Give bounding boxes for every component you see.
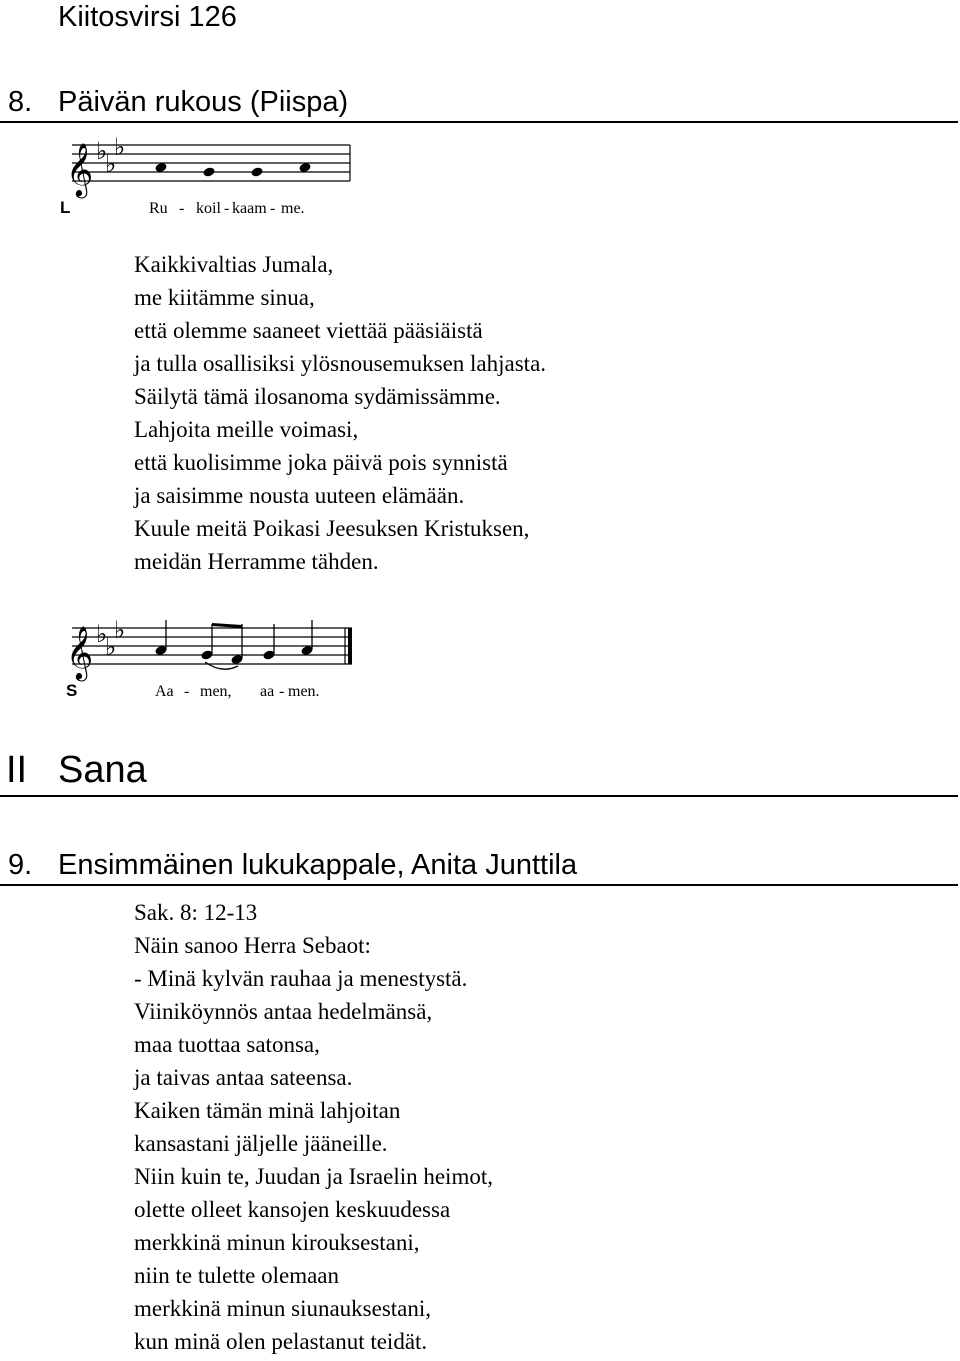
key-signature-flats-icon (96, 133, 125, 178)
document-title: Kiitosvirsi 126 (58, 1, 237, 33)
prayer-line: me kiitämme sinua, (134, 285, 315, 310)
reading-line: Näin sanoo Herra Sebaot: (134, 933, 371, 958)
lyric-syllable: Aa (155, 683, 174, 700)
lyric-syllable: kaam (232, 200, 267, 217)
prayer-line: ja tulla osallisiksi ylösnousemuksen lahjasta. (134, 351, 547, 376)
svg-text:♭: ♭ (114, 616, 126, 644)
lyric-syllable: me. (281, 200, 305, 217)
section-9-number: 9. (8, 849, 33, 881)
section-9-title: Ensimmäinen lukukappale, Anita Junttila (58, 849, 578, 881)
note-2 (202, 166, 215, 177)
lyric-hyphen: - (270, 200, 276, 217)
treble-clef-icon: 𝄞 (66, 625, 94, 679)
prayer-line: että kuolisimme joka päivä pois synnistä (134, 450, 508, 475)
intro-music-staff (60, 133, 360, 225)
lyric-syllable: men. (288, 683, 320, 700)
amen-role-label: S (66, 681, 78, 700)
amen-lyrics (155, 683, 320, 700)
part-2-number: II (6, 749, 28, 791)
treble-clef-icon: 𝄞 (66, 142, 94, 196)
reading-line: Viiniköynnös antaa hedelmänsä, (134, 999, 433, 1024)
prayer-line: Kuule meitä Poikasi Jeesuksen Kristuksen, (134, 516, 530, 541)
part-2-title: Sana (58, 749, 147, 791)
intro-lyrics (149, 200, 305, 217)
note-3 (250, 166, 263, 177)
part-2-heading (0, 746, 958, 794)
svg-text:♭: ♭ (114, 133, 126, 161)
svg-text:♭: ♭ (105, 633, 117, 661)
section-9-heading (0, 847, 958, 883)
reading-line: niin te tulette olemaan (134, 1263, 340, 1288)
svg-text:♭: ♭ (96, 137, 108, 165)
slur (205, 662, 238, 669)
amen-notes (154, 620, 313, 669)
prayer-line: että olemme saaneet viettää pääsiäistä (134, 318, 483, 343)
lyric-hyphen: - (184, 683, 190, 700)
note-5 (300, 620, 313, 656)
lyric-syllable: Ru (149, 200, 168, 217)
note-2 (200, 624, 213, 661)
reading-line: merkkinä minun siunauksestani, (134, 1296, 432, 1321)
prayer-line: meidän Herramme tähden. (134, 549, 379, 574)
intro-notes (154, 162, 311, 178)
amen-music-staff (60, 614, 370, 710)
note-4 (262, 624, 275, 661)
prayer-line: Säilytä tämä ilosanoma sydämissämme. (134, 384, 501, 409)
reading-line: Niin kuin te, Juudan ja Israelin heimot, (134, 1164, 493, 1189)
lyric-syllable: men, (200, 683, 232, 700)
section-8-rule (0, 121, 958, 123)
reading-line: kun minä olen pelastanut teidät. (134, 1329, 428, 1354)
prayer-line: Lahjoita meille voimasi, (134, 417, 359, 442)
key-signature-flats-icon (96, 616, 125, 661)
reading-line: olette olleet kansojen keskuudessa (134, 1197, 451, 1222)
reading-text (134, 896, 493, 1358)
reading-line: merkkinä minun kirouksestani, (134, 1230, 420, 1255)
lyric-hyphen: - (279, 683, 285, 700)
section-8-title: Päivän rukous (Piispa) (58, 86, 349, 118)
beam (212, 623, 242, 628)
intro-role-label: L (60, 198, 71, 217)
reading-line: ja taivas antaa sateensa. (134, 1065, 353, 1090)
reading-line: kansastani jäljelle jääneille. (134, 1131, 388, 1156)
reading-line: maa tuottaa satonsa, (134, 1032, 320, 1057)
note-3 (230, 624, 243, 665)
section-8-number: 8. (8, 86, 33, 118)
reading-line: - Minä kylvän rauhaa ja menestystä. (134, 966, 468, 991)
lyric-syllable: koil (196, 200, 221, 217)
lyric-hyphen: - (179, 200, 185, 217)
note-1 (154, 620, 167, 656)
svg-text:♭: ♭ (96, 620, 108, 648)
lyric-syllable: aa (260, 683, 275, 700)
svg-text:♭: ♭ (105, 150, 117, 178)
part-2-rule (0, 795, 958, 797)
reading-line: Kaiken tämän minä lahjoitan (134, 1098, 401, 1123)
section-9-rule (0, 884, 958, 886)
prayer-line: Kaikkivaltias Jumala, (134, 252, 334, 277)
prayer-line: ja saisimme nousta uuteen elämään. (134, 483, 465, 508)
section-8-heading (0, 84, 958, 120)
lyric-hyphen: - (224, 200, 230, 217)
reading-reference: Sak. 8: 12-13 (134, 900, 258, 925)
prayer-text (134, 248, 546, 578)
